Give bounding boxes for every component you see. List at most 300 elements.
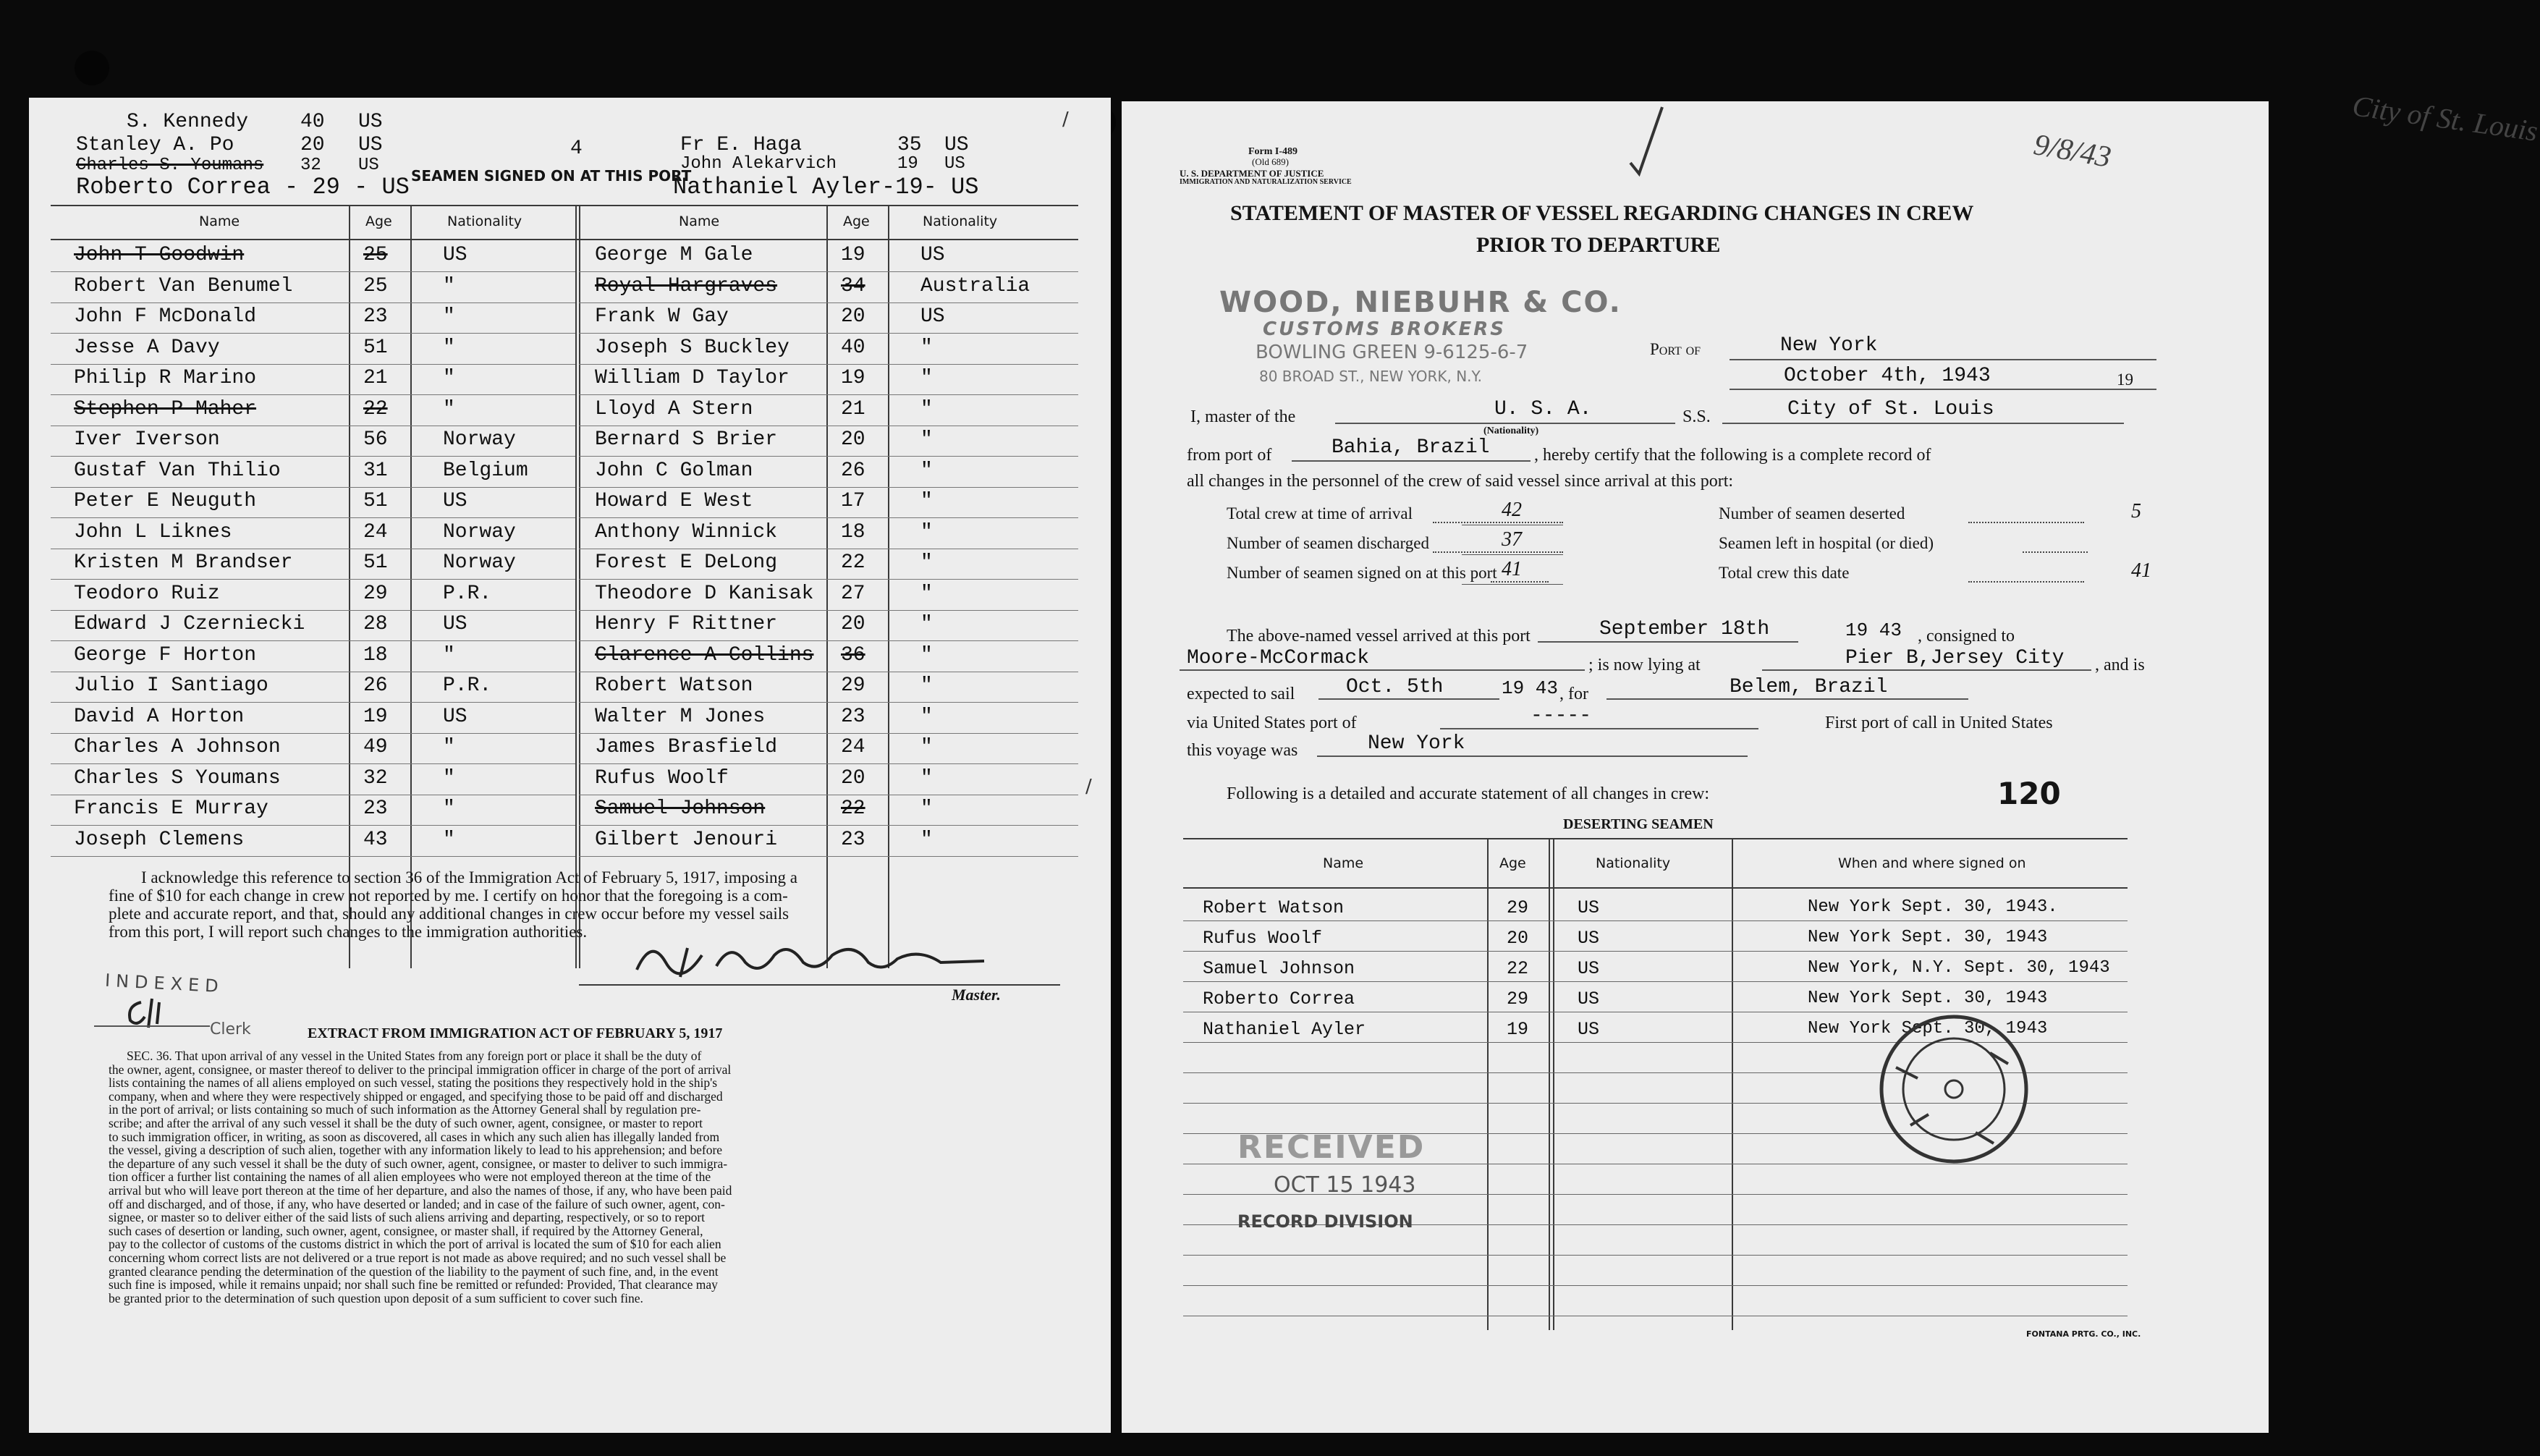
crew-name: Rufus Woolf: [595, 766, 729, 790]
crew-age: 24: [363, 520, 388, 543]
top-name-5: Fr E. Haga 35 US: [680, 134, 969, 156]
crew-name: Howard E West: [595, 490, 753, 512]
crew-name: Philip R Marino: [74, 367, 257, 389]
crew-nationality: Norway: [443, 428, 516, 451]
received-stamp-date: OCT 15 1943: [1274, 1172, 1416, 1198]
deserting-title: DESERTING SEAMEN: [1563, 816, 1714, 832]
crew-name: Forest E DeLong: [595, 551, 778, 574]
row-rule: [579, 456, 1078, 457]
header-age: Age: [365, 213, 392, 229]
arrived-value: September 18th: [1599, 618, 1770, 640]
crew-age: 34: [841, 274, 865, 297]
extract-line: concerning whom correct lists are not delivered or a true report is not made as above required; and no such vessel shall be: [109, 1250, 727, 1265]
ss-label: S.S.: [1682, 407, 1711, 426]
crew-name: David A Horton: [74, 705, 245, 728]
deserter-header-when: When and where signed on: [1838, 855, 2026, 871]
voyage-value: New York: [1368, 732, 1465, 755]
crew-name: Iver Iverson: [74, 428, 220, 451]
broker-stamp-line-2: CUSTOMS BROKERS: [1263, 318, 1507, 340]
deserter-when: New York Sept. 30, 1943: [1808, 1019, 2048, 1038]
row-rule: [51, 302, 575, 303]
crew-name: Edward J Czerniecki: [74, 613, 305, 635]
consignee-line: [1180, 669, 1585, 671]
row-rule: [51, 579, 575, 580]
crew-nationality: ": [920, 828, 933, 851]
crew-age: 29: [841, 674, 865, 697]
from-port-line: [1292, 460, 1531, 462]
deserter-col: [1549, 838, 1550, 1330]
crew-nationality: ": [920, 582, 933, 605]
punch-hole: [75, 51, 109, 85]
crew-age: 20: [841, 613, 865, 635]
printer-imprint: FONTANA PRTG. CO., INC.: [2026, 1329, 2141, 1339]
extract-line: lists containing the names of all aliens employed on such vessel, stating the positions they respectively hold in the ship's: [109, 1075, 718, 1091]
crew-nationality: ": [443, 336, 455, 359]
following-number: 120: [1997, 776, 2061, 811]
deserter-col: [1553, 838, 1554, 1330]
form-subtitle: PRIOR TO DEPARTURE: [1476, 233, 1721, 257]
crew-nationality: ": [920, 428, 933, 451]
from-port-label: from port of: [1187, 446, 1272, 465]
extract-line: in the port of arrival; or lists containing so much of such information as the Attorney General shall by regulation pre-: [109, 1102, 701, 1117]
crew-age: 29: [363, 582, 388, 605]
ship-name: City of St. Louis: [1787, 398, 1994, 420]
consigned-label: , consigned to: [1918, 627, 2015, 646]
master-signature: [622, 934, 999, 984]
stat-label: Number of seamen deserted: [1719, 504, 1905, 522]
crew-age: 23: [841, 828, 865, 851]
crew-name: Francis E Murray: [74, 797, 268, 820]
crew-age: 27: [841, 582, 865, 605]
row-rule: [579, 733, 1078, 734]
and-is-label: , and is: [2095, 656, 2145, 674]
deserter-when: New York Sept. 30, 1943: [1808, 928, 2048, 947]
lying-label: ; is now lying at: [1588, 656, 1701, 674]
crew-age: 20: [841, 766, 865, 790]
stat-dots: [1491, 581, 1549, 583]
form-number: Form I-489: [1248, 146, 1298, 157]
stat-line: [1462, 584, 1563, 585]
row-rule: [579, 517, 1078, 518]
handwritten-ship: City of St. Louis: [2350, 89, 2540, 148]
extract-line: pay to the collector of customs of the customs district in which the port of arrival is located the sum of $10 for each alien: [109, 1237, 721, 1252]
broker-stamp-line-1: WOOD, NIEBUHR & CO.: [1219, 286, 1622, 319]
row-rule: [51, 733, 575, 734]
deserter-nationality: US: [1578, 928, 1600, 949]
crew-age: 40: [841, 336, 865, 359]
port-of-label: Port of: [1650, 340, 1701, 358]
crew-nationality: US: [443, 705, 467, 728]
crew-nationality: Australia: [920, 274, 1030, 297]
crew-nationality: ": [443, 274, 455, 297]
stat-dots: [1968, 581, 2084, 583]
arrived-year: 19 43: [1845, 619, 1902, 641]
col-divider: [888, 205, 889, 968]
broker-stamp-line-3: BOWLING GREEN 9-6125-6-7: [1256, 342, 1528, 363]
row-rule: [51, 763, 575, 764]
crew-nationality: ": [920, 336, 933, 359]
row-rule: [579, 610, 1078, 611]
extract-line: granted clearance pending the determination of the question of the liability to the payment of such fine, and, in the event: [109, 1264, 719, 1279]
master-of-label: I, master of the: [1190, 407, 1296, 426]
crew-name: John T Goodwin: [74, 244, 245, 266]
voyage-label: this voyage was: [1187, 741, 1298, 760]
stat-label: Total crew at time of arrival: [1227, 504, 1413, 522]
deserter-row-rule: [1183, 1255, 2128, 1256]
crew-age: 25: [363, 274, 388, 297]
deserter-name: Rufus Woolf: [1203, 928, 1323, 949]
crew-age: 51: [363, 336, 388, 359]
via-line: [1440, 728, 1758, 729]
deserter-when: New York Sept. 30, 1943.: [1808, 897, 2058, 917]
crew-nationality: ": [920, 397, 933, 420]
crew-nationality: US: [443, 613, 467, 635]
row-rule: [51, 271, 575, 272]
top-name-2: Stanley A. Po 20 US: [76, 134, 383, 156]
clerk-initials: [119, 991, 177, 1035]
crew-age: 20: [841, 428, 865, 451]
crew-age: 26: [841, 459, 865, 482]
department-name: U. S. DEPARTMENT OF JUSTICE: [1180, 168, 1324, 179]
master-label: Master.: [952, 986, 1001, 1004]
deserter-age: 29: [1507, 989, 1529, 1010]
crew-name: William D Taylor: [595, 367, 789, 389]
handwritten-date: 9/8/43: [2031, 128, 2114, 174]
crew-age: 19: [841, 244, 865, 266]
deserter-row-rule: [1183, 1285, 2128, 1286]
ship-line: [1722, 423, 2124, 424]
crew-nationality: ": [443, 397, 455, 420]
sail-year: 19 43: [1502, 677, 1559, 699]
check-mark: [1625, 101, 1668, 181]
crew-nationality: ": [920, 797, 933, 820]
voyage-line: [1317, 755, 1748, 757]
extract-line: the vessel, giving a description of such alien, together with any information likely to lead to his apprehension; and before: [109, 1143, 723, 1158]
crew-nationality: ": [443, 305, 455, 328]
crew-age: 22: [841, 797, 865, 820]
crew-name: Robert Van Benumel: [74, 274, 293, 297]
extract-line: signee, or master so to deliver either of the said lists of such aliens arriving and departing, respectively, or so to report: [109, 1210, 706, 1225]
row-rule: [579, 856, 1078, 857]
received-stamp-division: RECORD DIVISION: [1237, 1211, 1413, 1232]
deserter-name: Robert Watson: [1203, 897, 1345, 918]
col-divider: [575, 205, 577, 968]
crew-name: Royal Hargraves: [595, 274, 778, 297]
service-name: IMMIGRATION AND NATURALIZATION SERVICE: [1180, 178, 1352, 186]
date-line: [1730, 389, 2156, 390]
crew-nationality: ": [920, 459, 933, 482]
header-nationality: Nationality: [923, 213, 998, 229]
broker-stamp-line-4: 80 BROAD ST., NEW YORK, N.Y.: [1259, 368, 1483, 385]
crew-nationality: ": [920, 613, 933, 635]
crew-nationality: US: [443, 244, 467, 266]
deserter-col: [1487, 838, 1489, 1330]
deserter-col: [1732, 838, 1733, 1330]
crew-name: Julio I Santiago: [74, 674, 268, 697]
crew-name: James Brasfield: [595, 736, 778, 758]
deserter-header-name: Name: [1323, 855, 1364, 871]
crew-age: 17: [841, 490, 865, 512]
crew-age: 25: [363, 244, 388, 266]
certify-text: , hereby certify that the following is a complete record of: [1534, 446, 1931, 465]
date-suffix: 19: [2117, 371, 2133, 389]
crew-nationality: ": [920, 736, 933, 758]
stat-label: Number of seamen signed on at this port: [1227, 564, 1497, 582]
row-rule: [51, 517, 575, 518]
crew-name: Gustaf Van Thilio: [74, 459, 281, 482]
deserter-age: 22: [1507, 958, 1529, 979]
deserter-name: Nathaniel Ayler: [1203, 1019, 1366, 1040]
extract-line: off and discharged, and of those, if any, who have deserted or landed; and in case of the failure of such owner, agent, con-: [109, 1196, 725, 1211]
crew-age: 43: [363, 828, 388, 851]
clerk-line: [94, 1025, 210, 1027]
crew-name: Kristen M Brandser: [74, 551, 293, 574]
stat-label: Seamen left in hospital (or died): [1719, 534, 1934, 552]
margin-mark: /: [1062, 109, 1069, 130]
statement-page: [1122, 89, 2540, 1433]
crew-name: Charles A Johnson: [74, 736, 281, 758]
crew-nationality: Norway: [443, 520, 516, 543]
row-rule: [51, 456, 575, 457]
crew-name: George M Gale: [595, 244, 753, 266]
section-title: SEAMEN SIGNED ON AT THIS PORT: [411, 167, 692, 185]
crew-nationality: US: [920, 244, 945, 266]
crew-age: 23: [841, 705, 865, 728]
sail-value: Oct. 5th: [1346, 676, 1444, 698]
crew-name: Walter M Jones: [595, 705, 766, 728]
first-port-label: First port of call in United States: [1825, 714, 2053, 732]
crew-nationality: ": [443, 766, 455, 790]
deserter-name: Samuel Johnson: [1203, 958, 1355, 979]
deserter-header-rule: [1183, 887, 2128, 889]
crew-age: 36: [841, 643, 865, 666]
extract-line: arrival but who will leave port thereon at the time of her departure, and also the names of those, if any, who have been paid: [109, 1183, 732, 1198]
for-line: [1606, 698, 1968, 700]
crew-age: 23: [363, 305, 388, 328]
crew-nationality: ": [443, 736, 455, 758]
crew-nationality: Belgium: [443, 459, 528, 482]
crew-name: Henry F Rittner: [595, 613, 778, 635]
crew-nationality: ": [920, 520, 933, 543]
crew-nationality: ": [920, 643, 933, 666]
extract-line: SEC. 36. That upon arrival of any vessel in the United States from any foreign port or place it shall be the duty of: [127, 1049, 702, 1063]
immigration-seal: [1874, 1010, 2033, 1169]
col-divider: [826, 205, 828, 968]
page-number: 4: [570, 137, 583, 160]
crew-name: Jesse A Davy: [74, 336, 220, 359]
crew-age: 18: [841, 520, 865, 543]
crew-nationality: ": [443, 643, 455, 666]
extract-line: be granted prior to the determination of such question upon deposit of a sum sufficient to cover such fine.: [109, 1290, 643, 1305]
row-rule: [579, 702, 1078, 703]
row-rule: [579, 763, 1078, 764]
row-rule: [51, 856, 575, 857]
header-age: Age: [843, 213, 870, 229]
crew-age: 49: [363, 736, 388, 758]
extract-line: tion officer a further list containing the names of all alien employees who were not employed thereon at the time of the: [109, 1169, 711, 1185]
via-label: via United States port of: [1187, 714, 1357, 732]
crew-nationality: P.R.: [443, 674, 492, 697]
stat-dots: [1968, 522, 2084, 523]
crew-nationality: ": [443, 797, 455, 820]
stat-value: 42: [1502, 499, 1522, 521]
crew-age: 18: [363, 643, 388, 666]
row-rule: [579, 394, 1078, 395]
deserter-age: 29: [1507, 897, 1529, 918]
margin-mark: /: [1085, 776, 1092, 797]
row-rule: [51, 640, 575, 641]
date-value: October 4th, 1943: [1784, 365, 1991, 387]
acknowledgement-line-1: I acknowledge this reference to section 36 of the Immigration Act of February 5, 1917, imposing a: [141, 868, 797, 886]
stat-dots: [1433, 551, 1563, 553]
header-name: Name: [199, 213, 240, 229]
crew-nationality: ": [920, 766, 933, 790]
extract-line: company, when and where they were respectively shipped or engaged, and specifying those to be paid off and discharged: [109, 1088, 723, 1104]
table-top-rule: [51, 205, 1078, 206]
row-rule: [579, 364, 1078, 365]
acknowledgement-line-4: from this port, I will report such changes to the immigration authorities.: [109, 923, 588, 941]
crew-age: 22: [363, 397, 388, 420]
crew-nationality: ": [920, 705, 933, 728]
port-of-value: New York: [1780, 334, 1878, 357]
crew-age: 21: [841, 397, 865, 420]
crew-age: 56: [363, 428, 388, 451]
row-rule: [579, 825, 1078, 826]
row-rule: [579, 333, 1078, 334]
crew-nationality: US: [443, 490, 467, 512]
col-divider: [349, 205, 350, 968]
deserter-row-rule: [1183, 951, 2128, 952]
form-title: STATEMENT OF MASTER OF VESSEL REGARDING CHANGES IN CREW: [1230, 201, 1974, 225]
via-value: -----: [1531, 705, 1592, 727]
clerk-label: Clerk: [210, 1020, 251, 1038]
arrived-label: The above-named vessel arrived at this port: [1227, 627, 1531, 646]
expected-label: expected to sail: [1187, 685, 1295, 703]
crew-age: 28: [363, 613, 388, 635]
for-value: Belem, Brazil: [1730, 676, 1888, 698]
crew-age: 23: [363, 797, 388, 820]
crew-nationality: Norway: [443, 551, 516, 574]
crew-age: 51: [363, 490, 388, 512]
row-rule: [51, 702, 575, 703]
extract-line: such fine is imposed, while it remains unpaid; nor shall such fine be remitted or refunded: Provided, That clearance may: [109, 1277, 718, 1292]
port-of-line: [1730, 359, 2156, 360]
deserter-when: New York Sept. 30, 1943: [1808, 989, 2048, 1008]
crew-nationality: ": [920, 674, 933, 697]
crew-name: Theodore D Kanisak: [595, 582, 814, 605]
form-old-number: (Old 689): [1252, 156, 1289, 167]
col-divider: [579, 205, 580, 968]
top-name-6: John Alekarvich 19 US: [680, 154, 965, 174]
row-rule: [51, 610, 575, 611]
top-name-4: Roberto Correa - 29 - US: [76, 174, 410, 200]
extract-line: scribe; and after the arrival of any such vessel it shall be the duty of such owner, agent, consignee, or master to report: [109, 1116, 703, 1130]
crew-name: Frank W Gay: [595, 305, 729, 328]
crew-name: Bernard S Brier: [595, 428, 778, 451]
deserter-row-rule: [1183, 981, 2128, 982]
header-name: Name: [679, 213, 720, 229]
row-rule: [579, 487, 1078, 488]
crew-nationality: P.R.: [443, 582, 492, 605]
acknowledgement-line-3: plete and accurate report, and that, should any additional changes in crew occur before my vessel sails: [109, 905, 789, 923]
row-rule: [51, 333, 575, 334]
crew-nationality: US: [920, 305, 945, 328]
nationality-value: U. S. A.: [1494, 398, 1592, 420]
deserter-nationality: US: [1578, 958, 1600, 979]
extract-line: such cases of desertion or landing, such owner, agent, consignee, or master shall, if required by the Attorney General,: [109, 1223, 703, 1238]
acknowledgement-line-2: fine of $10 for each change in crew not reported by me. I certify on honor that the foregoing is a com-: [109, 886, 788, 905]
lying-value: Pier B,Jersey City: [1845, 647, 2065, 669]
crew-name: John L Liknes: [74, 520, 232, 543]
crew-age: 19: [363, 705, 388, 728]
top-name-3: Charles S. Youmans 32 US: [76, 156, 379, 175]
stat-value: 41: [1502, 558, 1522, 580]
crew-name: John C Golman: [595, 459, 753, 482]
row-rule: [51, 364, 575, 365]
lying-line: [1762, 669, 2091, 671]
crew-list-page: [29, 98, 1111, 1433]
crew-name: Peter E Neuguth: [74, 490, 257, 512]
arrived-line: [1538, 641, 1798, 643]
deserter-table-top: [1183, 838, 2128, 839]
crew-name: Clarence A Collins: [595, 643, 814, 666]
crew-nationality: ": [920, 551, 933, 574]
crew-name: Joseph S Buckley: [595, 336, 789, 359]
extract-line: the owner, agent, consignee, or master thereof to deliver to the principal immigration officer in charge of the port of arrival: [109, 1062, 732, 1077]
deserter-header-age: Age: [1499, 855, 1526, 871]
received-stamp-title: RECEIVED: [1237, 1129, 1426, 1166]
deserter-age: 19: [1507, 1019, 1529, 1040]
crew-nationality: ": [920, 367, 933, 389]
deserter-when: New York, N.Y. Sept. 30, 1943: [1808, 958, 2110, 978]
stat-dots: [1433, 522, 1563, 523]
stat-value: 37: [1502, 528, 1522, 551]
stat-dots: [2023, 551, 2088, 553]
crew-name: Joseph Clemens: [74, 828, 245, 851]
stat-label: Total crew this date: [1719, 564, 1850, 582]
row-rule: [579, 579, 1078, 580]
crew-age: 19: [841, 367, 865, 389]
crew-name: Lloyd A Stern: [595, 397, 753, 420]
nationality-line: [1335, 423, 1675, 424]
extract-title: EXTRACT FROM IMMIGRATION ACT OF FEBRUARY 5, 1917: [308, 1025, 723, 1041]
crew-name: Anthony Winnick: [595, 520, 778, 543]
deserter-header-nationality: Nationality: [1596, 855, 1671, 871]
crew-name: Robert Watson: [595, 674, 753, 697]
crew-age: 21: [363, 367, 388, 389]
deserter-name: Roberto Correa: [1203, 989, 1355, 1010]
crew-nationality: ": [443, 828, 455, 851]
for-label: , for: [1559, 685, 1588, 703]
crew-name: John F McDonald: [74, 305, 257, 328]
crew-age: 22: [841, 551, 865, 574]
crew-name: Samuel Johnson: [595, 797, 766, 820]
deserter-age: 20: [1507, 928, 1529, 949]
indexed-stamp: INDEXED: [104, 970, 225, 997]
crew-age: 20: [841, 305, 865, 328]
from-port-value: Bahia, Brazil: [1332, 436, 1490, 459]
deserter-row-rule: [1183, 920, 2128, 921]
top-name-7: Nathaniel Ayler-19- US: [673, 174, 979, 200]
stat-label: Number of seamen discharged: [1227, 534, 1429, 552]
crew-name: Charles S Youmans: [74, 766, 281, 790]
following-label: Following is a detailed and accurate statement of all changes in crew:: [1227, 784, 1710, 803]
crew-name: Gilbert Jenouri: [595, 828, 778, 851]
deserter-nationality: US: [1578, 989, 1600, 1010]
col-divider: [410, 205, 412, 968]
nationality-caption: (Nationality): [1483, 426, 1539, 436]
top-name-1: S. Kennedy 40 US: [127, 111, 383, 133]
